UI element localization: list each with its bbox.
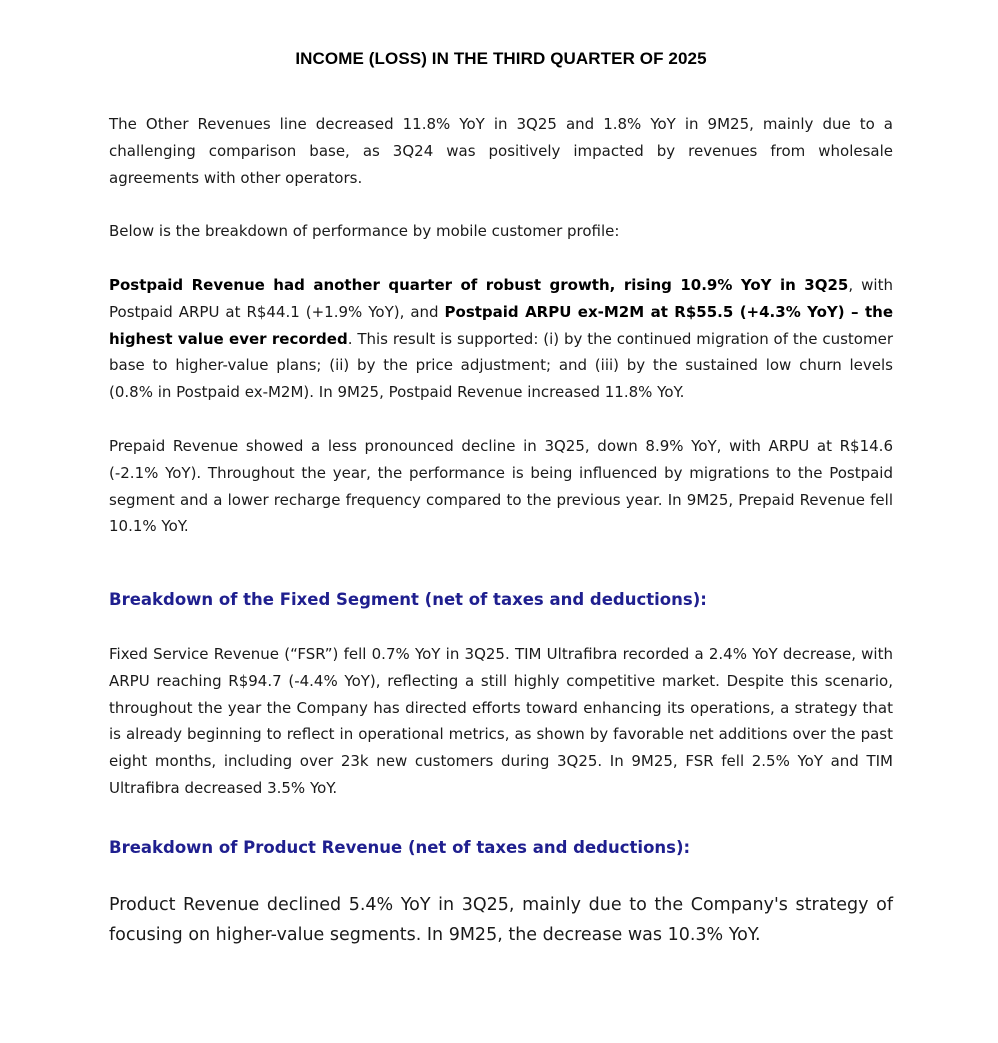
paragraph-fixed-segment: Fixed Service Revenue (“FSR”) fell 0.7% YoY in 3Q25. TIM Ultrafibra recorded a 2.4% YoY decrease, with ARPU reaching R$94.7 (-4.4% YoY), reflecting a still highly competitive market. Despite this scenario, throughout the year the Company has directed efforts toward enhancing its operations, a strategy that is already beginning to reflect in operational metrics, as shown by favorable net additions over the past eight months, including over 23k new customers during 3Q25. In 9M25, FSR fell 2.5% YoY and TIM Ultrafibra decreased 3.5% YoY. — [109, 645, 893, 797]
paragraph-prepaid: Prepaid Revenue showed a less pronounced decline in 3Q25, down 8.9% YoY, with ARPU at R$14.6 (-2.1% YoY). Throughout the year, the performance is being influenced by migrations to the Postpaid segment and a lower recharge frequency compared to the previous year. In 9M25, Prepaid Revenue fell 10.1% YoY. — [109, 437, 893, 536]
paragraph-other-revenues: The Other Revenues line decreased 11.8% YoY in 3Q25 and 1.8% YoY in 9M25, mainly due to a challenging comparison base, as 3Q24 was positively impacted by revenues from wholesale agreements with other operators. — [109, 115, 893, 187]
paragraph-product-revenue: Product Revenue declined 5.4% YoY in 3Q25, mainly due to the Company's strategy of focusing on higher-value segments. In 9M25, the decrease was 10.3% YoY. — [109, 895, 893, 945]
paragraph-breakdown-intro: Below is the breakdown of performance by mobile customer profile: — [109, 222, 620, 240]
page-title: INCOME (LOSS) IN THE THIRD QUARTER OF 2025 — [295, 49, 707, 68]
section-heading-fixed-segment: Breakdown of the Fixed Segment (net of taxes and deductions): — [109, 590, 707, 609]
paragraph-postpaid — [109, 272, 893, 406]
postpaid-text-2: . This result is supported: (i) by the continued migration of the customer base to higher-value plans; (ii) by the price adjustment; and (iii) by the sustained low churn levels (0.8% in Postpaid ex-M2M). In 9M25, Postpaid Revenue increased 11.8% YoY. — [109, 329, 893, 402]
section-heading-product-revenue: Breakdown of Product Revenue (net of taxes and deductions): — [109, 838, 691, 857]
postpaid-highlight-1: Postpaid Revenue had another quarter of robust growth, rising 10.9% YoY in 3Q25 — [109, 276, 849, 294]
postpaid-text-1: , with Postpaid ARPU at R$44.1 (+1.9% YoY), and — [109, 276, 893, 321]
postpaid-highlight-2: Postpaid ARPU ex-M2M at R$55.5 (+4.3% YoY) – the highest value ever recorded — [109, 302, 893, 348]
